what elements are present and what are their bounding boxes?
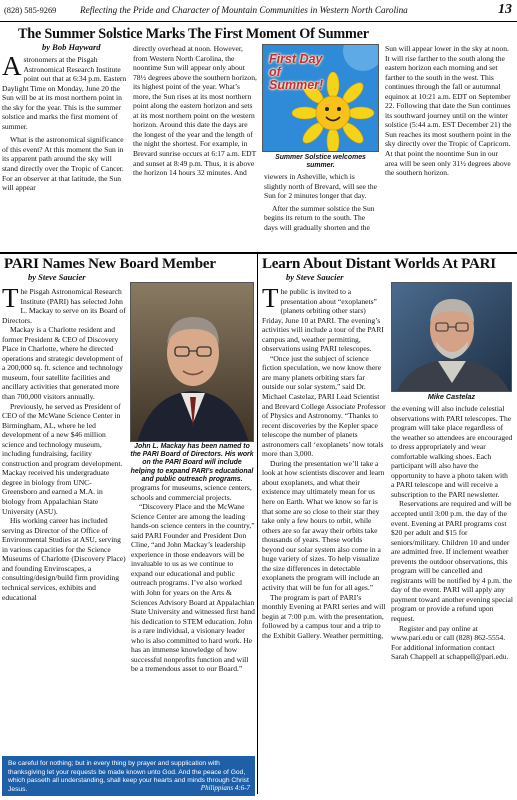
header-tagline: Reflecting the Pride and Character of Mountain Communities in Western North Carolina — [80, 5, 408, 15]
scripture-box — [2, 756, 255, 796]
article2-byline: by Steve Saucier — [28, 272, 86, 282]
mackay-photo — [130, 282, 254, 442]
section-divider — [0, 252, 517, 254]
article1-headline: The Summer Solstice Marks The First Moment Of Summer — [18, 26, 369, 42]
castelaz-photo-caption: Mike Castelaz — [427, 392, 476, 401]
article1-column-3 — [264, 172, 379, 251]
article2-paragraph: Mackay is a Charlotte resident and former President & CEO of Discovery Place in Charlotte, where he directed operations and strategic development of a 200,000 sq. ft. science and technology museum, four satellite facilities and ancillary activities that generated more than 700,000 visitors annually. — [2, 325, 123, 402]
article1-paragraph: Sun will appear lower in the sky at noon. It will rise farther to the south along the eastern horizon each morning and set farther to the south in the west. This continues through the fall or autumnal equinox at 10:21 a.m. EDT on September 22. Following that date the Sun continues its southward journey until on the winter solstice (5:44 a.m. EST December 21) the Sun reaches its most southern point in the sky directly over the Tropic of Capricorn. At that point the noontime Sun in our area will be seen only 31½ degrees above the southern horizon. — [385, 44, 512, 178]
article2-paragraph: “Discovery Place and the McWane Science Center are among the leading hands-on science centers in the country,” said PARI Founder and President Don Cline, “and John Mackay’s leadership experience in those endeavors will be invaluable to us as we continue to expand our educational and public outreach programs. I’ve also worked with John for years on the Arts & Sciences Advisory Board at Appalachian State University and witnessed first hand his dedication to STEM education. John is a rare individual, a visionary leader who is also committed to hard work. He has an immense knowledge of how successful nonprofits function and will be a tremendous asset to our Board.” — [131, 502, 255, 674]
article3-paragraph: he public is invited to a presentation about “exoplanets” (planets orbiting other stars) Friday, June 10 at PARI. The evening’s activities will include a tour of the PARI campus and, weather permitting, observations using PARI telescopes. — [262, 287, 384, 354]
article3-headline: Learn About Distant Worlds At PARI — [262, 256, 496, 272]
article2-paragraph: Previously, he served as President of CEO of the McWane Science Center in Birmingham, AL, where he led development of a new $46 million science and technology museum, including fundraising, facility construction and program development. Mackay received his undergraduate degree in biology from UNC-Greensboro and earned a M.A. in biology from Appalachian State University (ASU). — [2, 401, 123, 516]
portrait-illustration — [392, 283, 512, 392]
article2-paragraph: His working career has included serving as Director of the Office of Environmental Studies at ASU, serving in various capacities for the Science Museums of Charlotte (Discovery Place) and founding Enviroscapes, a consulting/design/build firm providing technical services, exhibits and educational — [2, 516, 126, 602]
article1-dropcap: A — [2, 55, 22, 81]
article2-column-1 — [2, 287, 126, 753]
article1-column-1 — [2, 55, 129, 251]
article3-paragraph: Reservations are required and will be accepted until 3:00 p.m. the day of the event. Evening at PARI programs cost $20 per adult and $15 for seniors/military. Children 10 and under are admitted free. If inclement weather prevents the outdoor observations, this program will be cancelled and registrants will be notified by 4 p.m. the day of the event. PARI will apply any payment toward another evening special program or provide a refund upon request. — [391, 499, 513, 624]
article3-paragraph: the evening will also include celestial observations with PARI telescopes. The program will take place regardless of the weather so attendees are encouraged to dress appropriately and wear comfortable walking shoes. Each participant will also have the opportunity to have a photo taken with a PARI telescope and will receive a subscription to the PARI newsletter. — [391, 404, 513, 499]
page-header — [0, 0, 517, 22]
article1-paragraph: What is the astronomical significance of this event? At this moment the Sun in its apparent path around the sky will stand directly over the Tropic of Cancer. For an observer at that latitude, the Sun will appear — [2, 135, 124, 193]
article3-byline: by Steve Saucier — [286, 272, 344, 282]
summer-image — [262, 44, 379, 152]
castelaz-photo — [391, 282, 512, 392]
article2-paragraph: programs for museums, science centers, schools and commercial projects. — [131, 483, 252, 502]
summer-image-caption: Summer Solstice welcomes summer. — [275, 154, 366, 170]
column-divider — [257, 254, 258, 794]
article1-column-4 — [385, 44, 512, 251]
article3-column-1 — [262, 287, 386, 795]
mackay-photo-caption: John L. Mackay has been named to the PARI Board of Directors. His work on the PARI Board will include helping to expand PARI’s educational and public outreach programs. — [130, 443, 254, 483]
page-number: 13 — [498, 2, 512, 17]
article1-paragraph: directly overhead at noon. However, from Western North Carolina, the noontime Sun will appear only about 78½ degrees above the southern horizon, its highest point of the year. What’s more, the Sun rises at its most northern point along the eastern horizon and sets at its most northern point on the western horizon. Around this date the days are the longest of the year and the length of the night the shortest. For example, in Brevard sunrise occurs at 6:17 a.m. EDT and sunset at 8:49 p.m. Thus, it is above the horizon 14 hours 32 minutes. And — [133, 44, 257, 178]
article1-paragraph: viewers in Asheville, which is slightly north of Brevard, will see the Sun for 2 minutes longer that day. — [264, 172, 377, 201]
article1-byline: by Bob Hayward — [42, 42, 101, 52]
scripture-reference: Philippians 4:6-7 — [200, 784, 250, 793]
scripture-verse: Be careful for nothing; but in every thing by prayer and supplication with thanksgiving let your requests be made known unto God. And the peace of God, which passeth all understanding, shall keep your hearts and minds through Christ Jesus. — [8, 760, 249, 793]
article1-paragraph: After the summer solstice the Sun begins its return to the south. The days will gradually shorten and the — [264, 203, 375, 232]
article1-column-2 — [133, 44, 257, 251]
portrait-illustration — [131, 283, 254, 442]
article3-column-2 — [391, 404, 513, 796]
article2-column-2 — [131, 483, 255, 753]
article3-paragraph: “Once just the subject of science fiction speculation, we now know there are many planets orbiting stars far outside our solar system,” said Dr. Michael Castelaz, PARI Lead Scientist and Brevard College Associate Professor of Physics and Astronomy. “Thanks to recent discoveries by the Kepler space telescope the number of planets astronomers call ‘exoplanets’ now totals more than 3,000. — [262, 353, 386, 459]
article2-headline: PARI Names New Board Member — [4, 256, 216, 272]
summer-image-text: First Day of Summer! — [269, 52, 324, 92]
article3-paragraph: The program is part of PARI’s monthly Evening at PARI series and will begin at 7:00 p.m. with the presentation, followed by a campus tour and a trip to the Exhibit Gallery. Weather permitting, — [262, 592, 386, 640]
article2-paragraph: he Pisgah Astronomical Research Institute (PARI) has selected John L. Mackay to serve on its Board of Directors. — [2, 287, 126, 325]
article2-dropcap: T — [2, 287, 19, 313]
header-phone: (828) 585-9269 — [4, 6, 57, 15]
article3-dropcap: T — [262, 287, 279, 313]
article3-paragraph: Register and pay online at www.pari.edu or call (828) 862-5554. For additional information contact Sarah Chappell at schappell@pari.edu. — [391, 623, 509, 662]
article1-paragraph: stronomers at the Pisgah Astronomical Research Institute point out that at 6:34 p.m. Eastern Daylight Time on Monday, June 20 the Sun will be at its most northern point in the sky for the year. This is the summer solstice and marks the first moment of summer. — [2, 55, 127, 131]
article3-paragraph: During the presentation we’ll take a look at how scientists discover and learn about exoplanets, and what their existence may ultimately mean for us here on Earth. What we know so far is that some are so close to their star they take only a few hours to orbit, while others are so far away their orbits take thousands of years. These worlds beyond our solar system also come in a huge variety of sizes. To help visualize the size differences in detectable exoplanets the program will include an activity that will be fun for all ages.” — [262, 458, 385, 592]
